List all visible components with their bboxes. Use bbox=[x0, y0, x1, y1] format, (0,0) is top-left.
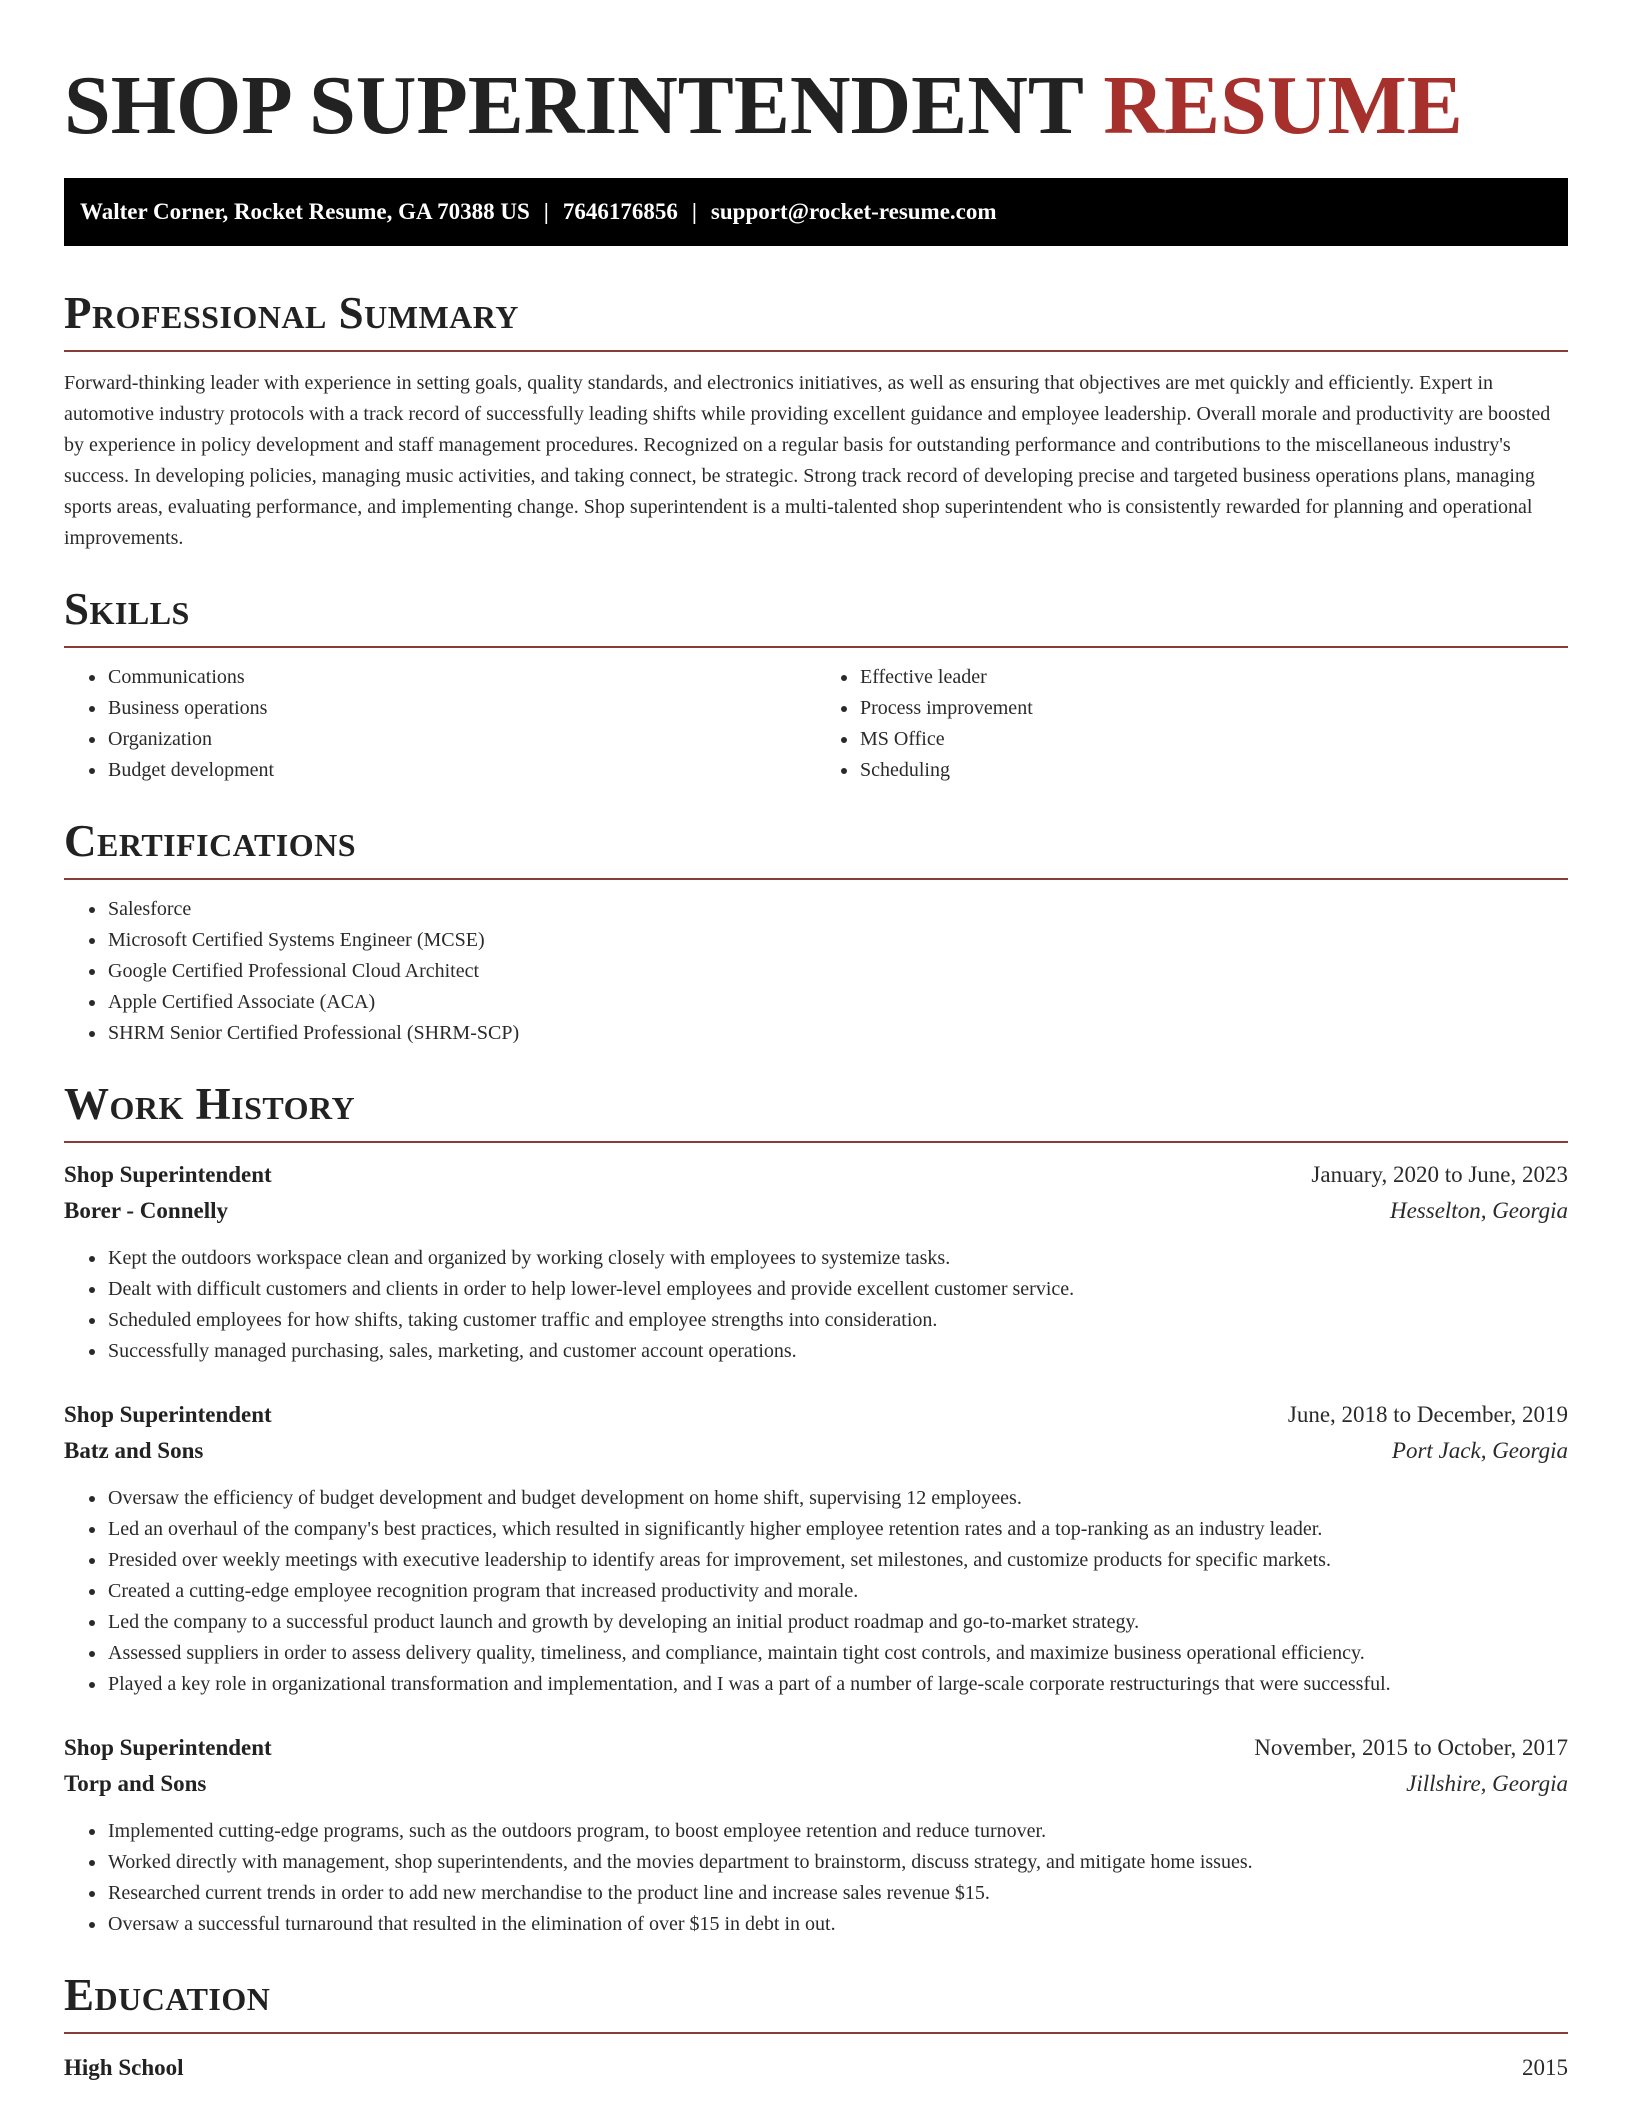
job-entry bbox=[64, 1157, 1568, 1367]
job-location: Port Jack, Georgia bbox=[1391, 1438, 1568, 1463]
section-heading-education: Education bbox=[64, 1970, 1568, 2034]
job-bullet: • Dealt with difficult customers and clients in order to help lower-level employees and provide excellent customer service. bbox=[107, 1274, 1568, 1305]
skill-item: • Communications bbox=[107, 662, 816, 693]
job-title: Shop Superintendent bbox=[64, 1162, 272, 1187]
certification-item: • SHRM Senior Certified Professional (SHRM-SCP) bbox=[107, 1018, 1568, 1049]
job-company: Torp and Sons bbox=[64, 1771, 207, 1796]
education-year: 2015 bbox=[1522, 2055, 1568, 2080]
section-heading-certifications: Certifications bbox=[64, 816, 1568, 880]
job-header-row bbox=[64, 1157, 1568, 1193]
skill-item: • Scheduling bbox=[859, 755, 1568, 786]
certification-item: • Apple Certified Associate (ACA) bbox=[107, 987, 1568, 1018]
summary-text: Forward-thinking leader with experience in setting goals, quality standards, and electronics initiatives, as well as ensuring that objectives are met quickly and efficiently. Expert in automotive industry protocols with a track record of successfully leading shifts while providing excellent guidance and employee leadership. Overall morale and productivity are boosted by experience in policy development and staff management procedures. Recognized on a regular basis for outstanding performance and contributions to the miscellaneous industry's success. In developing policies, managing music activities, and taking connect, be strategic. Strong track record of developing precise and targeted business operations plans, managing sports areas, evaluating performance, and implementing change. Shop superintendent is a multi-talented shop superintendent who is consistently rewarded for planning and operational improvements. bbox=[64, 372, 1551, 549]
job-bullet: • Played a key role in organizational transformation and implementation, and I was a part of a number of large-scale corporate restructurings that were successful. bbox=[107, 1669, 1568, 1700]
job-dates: November, 2015 to October, 2017 bbox=[1254, 1735, 1568, 1760]
education-row bbox=[64, 2050, 1568, 2086]
job-title: Shop Superintendent bbox=[64, 1402, 272, 1427]
education-degree: High School bbox=[64, 2055, 184, 2080]
title-main: SHOP SUPERINTENDENT bbox=[64, 59, 1083, 152]
skill-item: • Business operations bbox=[107, 693, 816, 724]
contact-bar bbox=[64, 178, 1568, 246]
skill-item: • Effective leader bbox=[859, 662, 1568, 693]
job-bullet: • Presided over weekly meetings with executive leadership to identify areas for improvement, set milestones, and customize products for specific markets. bbox=[107, 1545, 1568, 1576]
certification-item: • Salesforce bbox=[107, 894, 1568, 925]
job-company-row bbox=[64, 1193, 1568, 1229]
job-company-row bbox=[64, 1433, 1568, 1469]
job-bullet: • Scheduled employees for how shifts, taking customer traffic and employee strengths into consideration. bbox=[107, 1305, 1568, 1336]
certifications-list bbox=[64, 894, 1568, 1049]
job-header-row bbox=[64, 1397, 1568, 1433]
title-accent: RESUME bbox=[1103, 59, 1463, 152]
job-header-row bbox=[64, 1730, 1568, 1766]
job-bullet: • Led the company to a successful product launch and growth by developing an initial product roadmap and go-to-market strategy. bbox=[107, 1607, 1568, 1638]
contact-phone: 7646176856 bbox=[562, 199, 678, 224]
job-bullet: • Researched current trends in order to add new merchandise to the product line and increase sales revenue $15. bbox=[107, 1878, 1568, 1909]
skills-list-left bbox=[64, 662, 816, 786]
skill-item: • Process improvement bbox=[859, 693, 1568, 724]
section-heading-skills: Skills bbox=[64, 584, 1568, 648]
skill-item: • Organization bbox=[107, 724, 816, 755]
job-company: Batz and Sons bbox=[64, 1438, 204, 1463]
job-location: Jillshire, Georgia bbox=[1406, 1771, 1568, 1796]
skill-item: • MS Office bbox=[859, 724, 1568, 755]
job-bullet: • Assessed suppliers in order to assess delivery quality, timeliness, and compliance, maintain tight cost controls, and maximize business operational efficiency. bbox=[107, 1638, 1568, 1669]
skill-item: • Budget development bbox=[107, 755, 816, 786]
job-dates: June, 2018 to December, 2019 bbox=[1287, 1402, 1568, 1427]
resume-page bbox=[64, 0, 1568, 2086]
job-title: Shop Superintendent bbox=[64, 1735, 272, 1760]
job-entry bbox=[64, 1730, 1568, 1940]
contact-separator: | bbox=[691, 199, 697, 224]
job-bullets bbox=[64, 1243, 1568, 1367]
skills-columns bbox=[64, 662, 1568, 786]
job-bullet: • Successfully managed purchasing, sales, marketing, and customer account operations. bbox=[107, 1336, 1568, 1367]
contact-separator: | bbox=[543, 199, 549, 224]
skills-list-right bbox=[816, 662, 1568, 786]
certification-item: • Microsoft Certified Systems Engineer (MCSE) bbox=[107, 925, 1568, 956]
job-bullet: • Worked directly with management, shop superintendents, and the movies department to brainstorm, discuss strategy, and mitigate home issues. bbox=[107, 1847, 1568, 1878]
job-bullets bbox=[64, 1816, 1568, 1940]
contact-email: support@rocket-resume.com bbox=[710, 199, 997, 224]
certification-item: • Google Certified Professional Cloud Architect bbox=[107, 956, 1568, 987]
job-bullet: • Led an overhaul of the company's best practices, which resulted in significantly higher employee retention rates and a top-ranking as an industry leader. bbox=[107, 1514, 1568, 1545]
job-entry bbox=[64, 1397, 1568, 1700]
job-bullet: • Kept the outdoors workspace clean and organized by working closely with employees to systemize tasks. bbox=[107, 1243, 1568, 1274]
job-bullet: • Created a cutting-edge employee recognition program that increased productivity and morale. bbox=[107, 1576, 1568, 1607]
job-bullet: • Implemented cutting-edge programs, such as the outdoors program, to boost employee retention and reduce turnover. bbox=[107, 1816, 1568, 1847]
resume-title bbox=[64, 58, 1568, 154]
job-location: Hesselton, Georgia bbox=[1389, 1198, 1568, 1223]
section-heading-work-history: Work History bbox=[64, 1079, 1568, 1143]
job-bullets bbox=[64, 1483, 1568, 1700]
job-bullet: • Oversaw a successful turnaround that resulted in the elimination of over $15 in debt in out. bbox=[107, 1909, 1568, 1940]
job-dates: January, 2020 to June, 2023 bbox=[1311, 1162, 1568, 1187]
section-heading-summary: Professional Summary bbox=[64, 288, 1568, 352]
job-bullet: • Oversaw the efficiency of budget development and budget development on home shift, supervising 12 employees. bbox=[107, 1483, 1568, 1514]
contact-address: Walter Corner, Rocket Resume, GA 70388 US bbox=[80, 199, 530, 224]
job-company: Borer - Connelly bbox=[64, 1198, 228, 1223]
job-company-row bbox=[64, 1766, 1568, 1802]
